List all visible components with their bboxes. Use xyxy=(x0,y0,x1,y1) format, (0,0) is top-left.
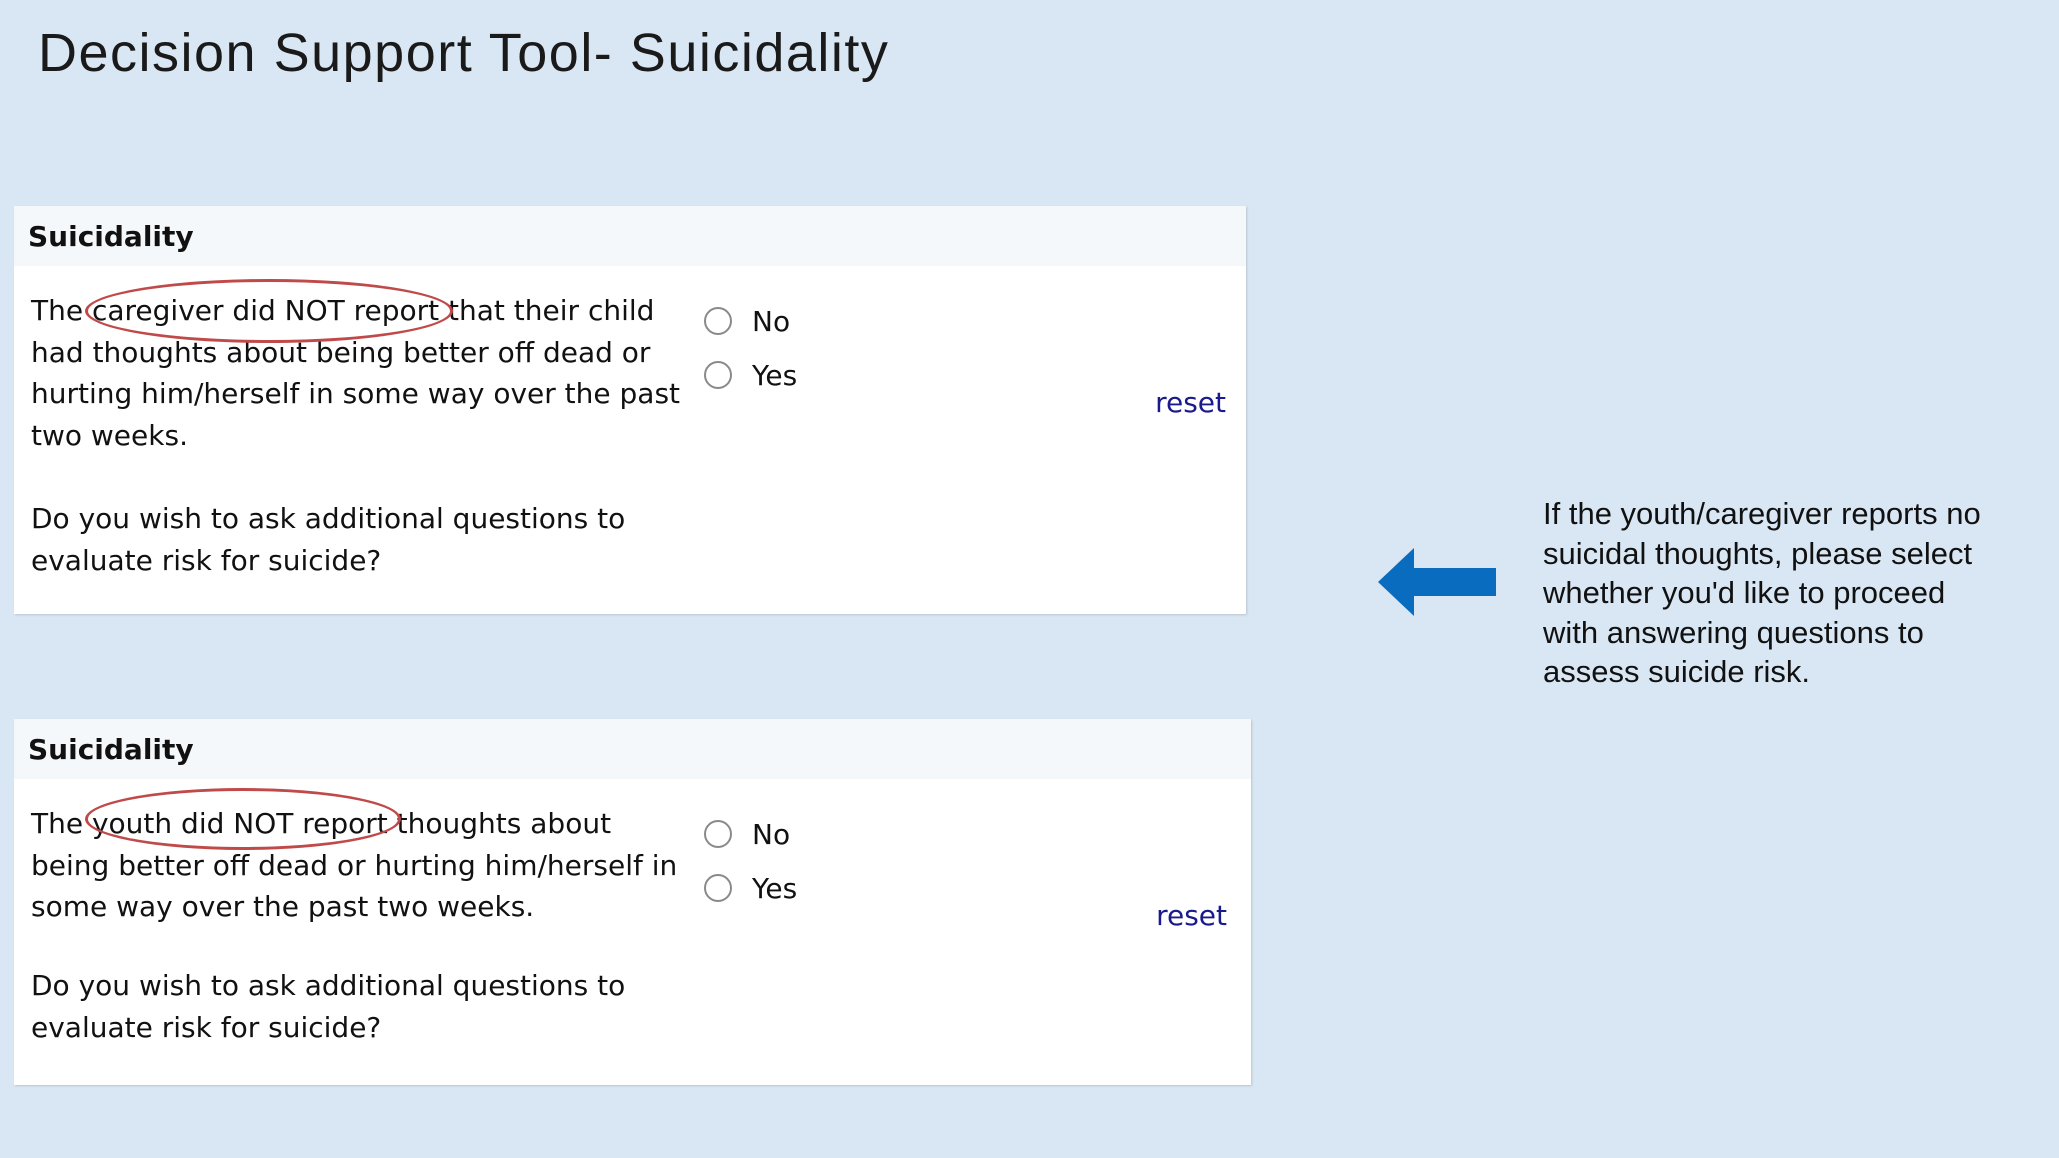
question-text: The caregiver did NOT report that their child had thoughts about being better off dead or hurting him/herself in some way over the past two weeks. xyxy=(31,294,681,452)
option-no[interactable] xyxy=(704,807,797,861)
slide-title: Decision Support Tool- Suicidality xyxy=(38,23,890,83)
answer-options xyxy=(704,807,797,915)
option-no-label: No xyxy=(752,304,791,338)
reset-link[interactable]: reset xyxy=(1155,386,1226,419)
option-yes-label: Yes xyxy=(752,358,798,392)
option-yes-label: Yes xyxy=(752,871,798,905)
follow-up-question: Do you wish to ask additional questions to evaluate risk for suicide? xyxy=(31,969,626,1044)
reset-link[interactable]: reset xyxy=(1156,899,1227,932)
panel-header: Suicidality xyxy=(14,206,1246,266)
suicidality-panel-youth xyxy=(14,719,1251,1085)
follow-up-question: Do you wish to ask additional questions to evaluate risk for suicide? xyxy=(31,502,626,577)
panel-header: Suicidality xyxy=(14,719,1251,779)
radio-yes[interactable] xyxy=(704,874,732,902)
left-arrow-icon xyxy=(1378,548,1496,616)
option-no[interactable] xyxy=(704,294,797,348)
answer-options xyxy=(704,294,797,402)
option-yes[interactable] xyxy=(704,348,797,402)
radio-yes[interactable] xyxy=(704,361,732,389)
suicidality-panel-caregiver xyxy=(14,206,1246,614)
radio-no[interactable] xyxy=(704,820,732,848)
option-no-label: No xyxy=(752,817,791,851)
option-yes[interactable] xyxy=(704,861,797,915)
question-text: The youth did NOT report thoughts about being better off dead or hurting him/herself in some way over the past two weeks. xyxy=(31,807,678,923)
annotation-text: If the youth/caregiver reports no suicidal thoughts, please select whether you'd like to proceed with answering questions to assess suicide risk. xyxy=(1543,496,1981,689)
radio-no[interactable] xyxy=(704,307,732,335)
